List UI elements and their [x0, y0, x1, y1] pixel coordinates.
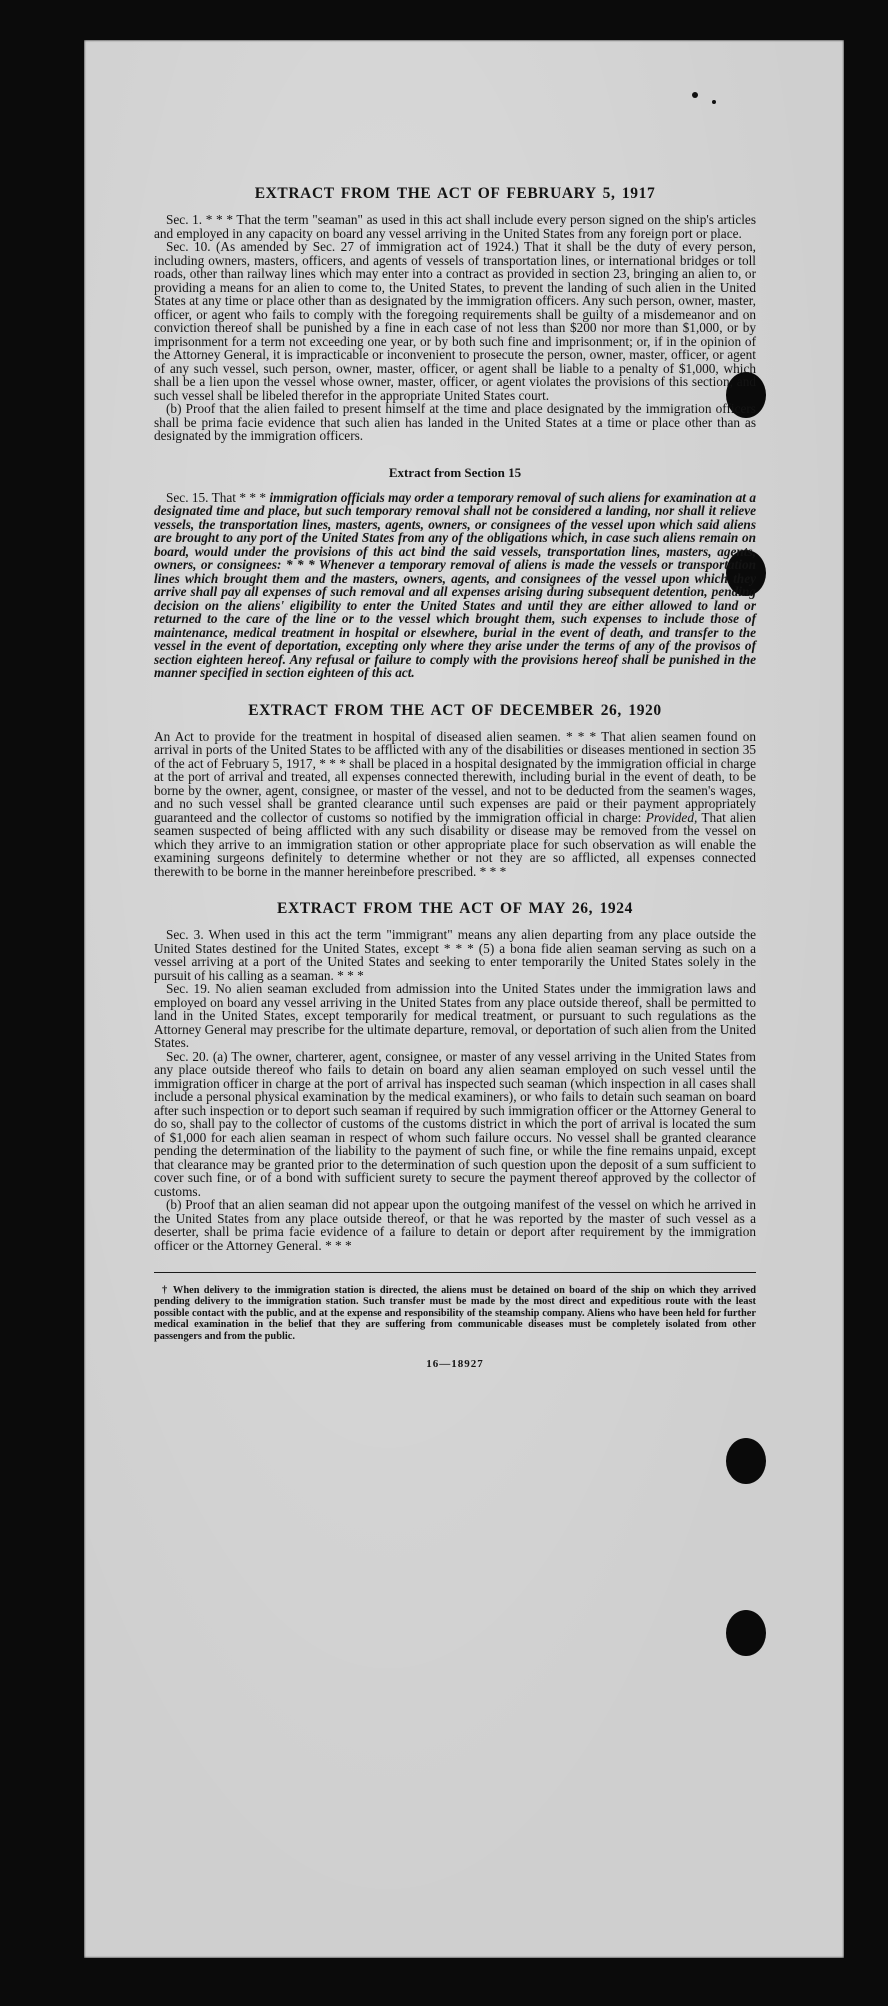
act-1920-text-b: That alien seamen suspected of being afflicted with any such disability or disease may be removed from the vessel on which they arrive to an immigration station or other appropriate place for such observation as will enable the examining surgeons definitely to determine whether or not they are so afflicted, all expenses connected therewith to be borne in the manner hereinbefore prescribed. * * * [154, 809, 756, 879]
section-20-b: (b) Proof that an alien seaman did not appear upon the outgoing manifest of the vessel on which he arrived in the United States from any place outside thereof, or that he was reported by the master of such vessel as a deserter, shall be prima facie evidence of a failure to detain or deport after requirement by the immigration officer or the Attorney General. * * * [154, 1197, 756, 1253]
footnote-text: † When delivery to the immigration station is directed, the aliens must be detained on board of the ship on which they arrived pending delivery to the immigration station. Such transfer must be made by the most direct and expeditious route with the least possible contact with the public, and at the expense and responsibility of the steamship company. Aliens who have been held for further medical examination in the belief that they are suffering from communicable diseases must be completely isolated from other passengers and from the public. [154, 1285, 756, 1342]
footnote-divider [154, 1272, 756, 1273]
form-number: 16—18927 [426, 1358, 484, 1371]
section-10: Sec. 10. (As amended by Sec. 27 of immigration act of 1924.) That it shall be the duty of every person, including owners, masters, officers, and agents of vessels of transportation lines, or international bridges or toll roads, other than railway lines which may enter into a contract as provided in section 23, bringing an alien to, or providing a means for an alien to come to, the United States, to prevent the landing of such alien in the United States at any time or place other than as designated by the immigration officers. Any such person, owner, master, officer, or agent who fails to comply with the foregoing requirements shall be guilty of a misdemeanor and on conviction thereof shall be punished by a fine in each case of not less than $200 nor more than $1,000, or by imprisonment for a term not exceeding one year, or by both such fine and imprisonment; or, if in the opinion of the Attorney General, it is impracticable or inconvenient to prosecute the person, owner, master, officer, or agent of any such vessel, such person, owner, master, officer, or agent shall be liable to a penalty of $1,000, which shall be a lien upon the vessel whose owner, master, officer, or agent violates the provisions of this section, and such vessel shall be libeled therefor in the appropriate United States court. [154, 239, 756, 403]
section-10-b: (b) Proof that the alien failed to present himself at the time and place designated by the immigration officers shall be prima facie evidence that such alien has landed in the United States at a time or place other than as designated by the immigration officers. [154, 401, 756, 443]
act-1920-provided: Provided, [645, 809, 698, 825]
heading-act-1917: EXTRACT FROM THE ACT OF FEBRUARY 5, 1917 [254, 185, 656, 202]
act-1920-text-a: An Act to provide for the treatment in hospital of diseased alien seamen. * * * That alien seamen found on arrival in ports of the United States to be afflicted with any of the disabilities or diseases mentioned in section 35 of the act of February 5, 1917, * * * shall be placed in a hospital designated by the immigration official in charge at the port of arrival and treated, all expenses connected therewith, including burial in the event of death, to be borne by the owner, agent, consignee, or master of the vessel, and not to be deducted from the seamen's wages, and no such vessel shall be granted clearance until such expenses are paid or their payment appropriately guaranteed and the collector of customs so notified by the immigration official in charge: [154, 728, 756, 825]
ink-speck [692, 92, 698, 98]
bleed-through-text: ​ [643, 138, 645, 154]
section-15-lead: Sec. 15. That * * * [166, 489, 270, 505]
section-15-italic: immigration officials may order a temporary removal of such aliens for examination at a designated time and place, but such temporary removal shall not be considered a landing, nor shall it relieve vessels, the transportation lines, masters, agents, owners, or consignees of the vessel upon which said aliens are brought to any port of the United States from any of the obligations which, in case such aliens remain on board, would under the provisions of this act bind the said vessels, transportation lines, masters, agents, owners, or consignees: * * * Whenever a temporary removal of aliens is made the vessels or transportation lines which brought them and the masters, owners, agents, and consignees of the vessel upon which they arrive shall pay all expenses of such removal and all expenses arising during subsequent detention, pending decision on the aliens' eligibility to enter the United States and until they are either allowed to land or returned to the care of the line or to the vessel which brought them, such expenses to include those of maintenance, medical treatment in hospital or elsewhere, burial in the event of death, and transfer to the vessel in the event of deportation, excepting only where they arise under the terms of any of the provisos of section eighteen hereof. Any refusal or failure to comply with the provisions hereof shall be punished in the manner specified in section eighteen of this act. [154, 489, 756, 680]
document-body [154, 185, 756, 1370]
section-3: Sec. 3. When used in this act the term "immigrant" means any alien departing from any place outside the United States destined for the United States, except * * * (5) a bona fide alien seaman serving as such on a vessel arriving at a port of the United States and seeking to enter temporarily the United States solely in the pursuit of his calling as a seaman. * * * [154, 927, 756, 983]
section-15 [154, 491, 756, 680]
heading-section-15: Extract from Section 15 [388, 464, 522, 480]
heading-act-1920: EXTRACT FROM THE ACT OF DECEMBER 26, 1920 [248, 701, 662, 719]
punch-hole [726, 1610, 766, 1656]
act-1920-text [154, 730, 756, 879]
footnote [154, 1285, 756, 1342]
ink-speck [712, 100, 716, 104]
punch-hole [726, 1438, 766, 1484]
section-19: Sec. 19. No alien seaman excluded from admission into the United States under the immigration laws and employed on board any vessel arriving in the United States from any place outside thereof, shall be permitted to land in the United States, except temporarily for medical treatment, or pursuant to such regulations as the Attorney General may prescribe for the ultimate departure, removal, or deportation of such alien from the United States. [154, 981, 756, 1050]
section-1: Sec. 1. * * * That the term "seaman" as used in this act shall include every person signed on the ship's articles and employed in any capacity on board any vessel arriving in the United States from any foreign port or place. [154, 212, 756, 241]
heading-act-1924: EXTRACT FROM THE ACT OF MAY 26, 1924 [277, 900, 633, 917]
section-20-a: Sec. 20. (a) The owner, charterer, agent, consignee, or master of any vessel arriving in the United States from any place outside thereof who fails to detain on board any alien seaman employed on such vessel until the immigration officer in charge at the port of arrival has inspected such seaman (which inspection in all cases shall include a personal physical examination by the medical examiners), or who fails to detain such seaman on board after such inspection or to deport such seaman if required by such immigration officer or the Attorney General to do so, shall pay to the collector of customs of the customs district in which the port of arrival is located the sum of $1,000 for each alien seaman in respect of whom such failure occurs. No vessel shall be granted clearance pending the determination of the liability to the payment of such fine, or while the fine remains unpaid, except that clearance may be granted prior to the determination of such question upon the deposit of a sum sufficient to cover such fine, or of a bond with sufficient surety to secure the payment thereof approved by the collector of customs. [154, 1048, 756, 1199]
document-page [84, 40, 844, 1958]
